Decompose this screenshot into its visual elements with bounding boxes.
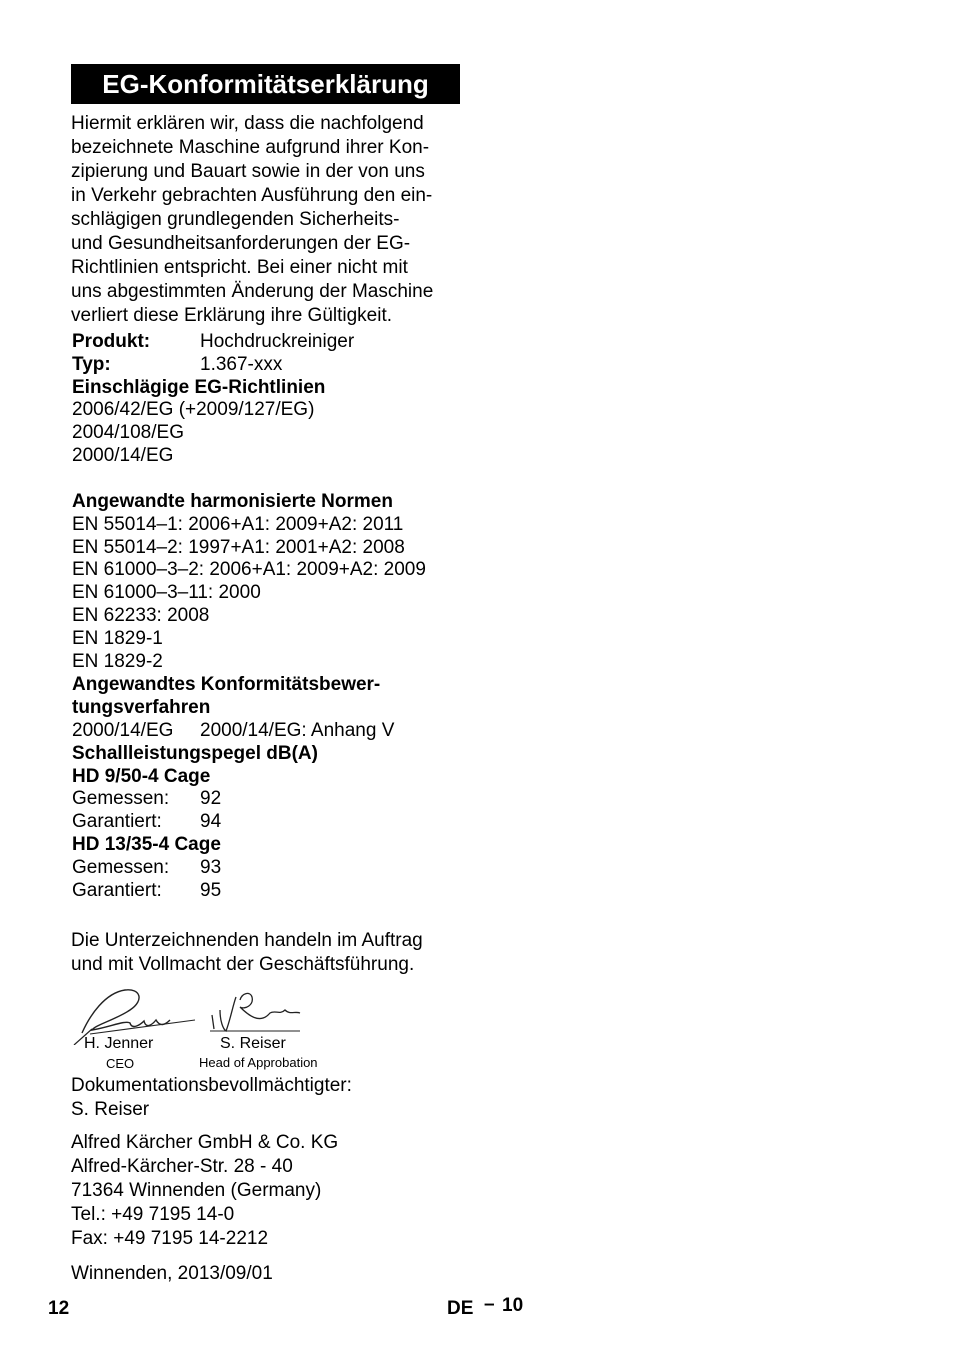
footer-dash: –	[484, 1294, 495, 1315]
company-street: Alfred-Kärcher-Str. 28 - 40	[71, 1156, 293, 1177]
guaranteed-row	[72, 880, 472, 903]
procedure-heading: Angewandtes Konformitätsbewer-	[72, 674, 381, 696]
procedure-heading-cont: tungsverfahren	[72, 697, 211, 719]
standards-heading: Angewandte harmonisierte Normen	[72, 491, 393, 512]
signer-name: S. Reiser	[220, 1035, 286, 1052]
guaranteed-value: 94	[200, 811, 222, 833]
measured-label: Gemessen:	[72, 856, 170, 878]
standard-item: EN 55014–1: 2006+A1: 2009+A2: 2011	[72, 513, 404, 535]
type-value: 1.367-xxx	[200, 353, 283, 375]
doc-rep-name: S. Reiser	[71, 1099, 150, 1120]
measured-label: Gemessen:	[72, 788, 170, 810]
type-label: Typ:	[72, 353, 111, 375]
standard-item: EN 61000–3–2: 2006+A1: 2009+A2: 2009	[72, 559, 426, 581]
procedure-row	[72, 720, 472, 743]
type-row	[72, 354, 472, 377]
signers-note: Die Unterzeichnenden handeln im Auftrag und mit Vollmacht der Geschäftsführung.	[71, 930, 423, 975]
signature-area	[70, 985, 350, 1075]
standards-block	[72, 491, 472, 902]
procedure-label: 2000/14/EG	[72, 719, 174, 741]
guaranteed-row	[72, 811, 472, 834]
standard-item: EN 55014–2: 1997+A1: 2001+A2: 2008	[72, 536, 405, 558]
directive-item: 2004/108/EG	[72, 422, 184, 444]
doc-rep-label: Dokumentationsbevollmächtigter:	[71, 1075, 352, 1096]
company-city: 71364 Winnenden (Germany)	[71, 1180, 322, 1201]
signer-role: Head of Approbation	[199, 1055, 318, 1070]
documentation-representative	[71, 1074, 352, 1122]
guaranteed-label: Garantiert:	[72, 879, 162, 901]
company-tel: Tel.: +49 7195 14-0	[71, 1204, 235, 1225]
page-number: 12	[48, 1298, 70, 1319]
sound-heading: Schallleistungspegel dB(A)	[72, 742, 318, 764]
procedure-value: 2000/14/EG: Anhang V	[200, 719, 395, 741]
product-label: Produkt:	[72, 331, 151, 352]
language-code: DE	[447, 1298, 474, 1319]
signer-role: CEO	[106, 1056, 135, 1071]
model-name: HD 9/50-4 Cage	[72, 765, 211, 787]
standard-item: EN 1829-2	[72, 650, 163, 672]
company-fax: Fax: +49 7195 14-2212	[71, 1228, 269, 1249]
company-name: Alfred Kärcher GmbH & Co. KG	[71, 1132, 339, 1153]
place-date: Winnenden, 2013/09/01	[71, 1263, 273, 1284]
measured-row	[72, 857, 472, 880]
page-title: EG-Konformitätserklärung	[71, 64, 460, 104]
model-name: HD 13/35-4 Cage	[72, 833, 221, 855]
company-address	[71, 1131, 338, 1251]
directive-item: 2006/42/EG (+2009/127/EG)	[72, 399, 315, 421]
measured-row	[72, 788, 472, 811]
guaranteed-label: Garantiert:	[72, 811, 162, 833]
measured-value: 93	[200, 856, 222, 878]
directives-heading: Einschlägige EG-Richtlinien	[72, 376, 326, 398]
standard-item: EN 1829-1	[72, 627, 163, 649]
product-value: Hochdruckreiniger	[200, 331, 355, 352]
intro-paragraph: Hiermit erklären wir, dass die nachfolgend bezeichnete Maschine aufgrund ihrer Kon- zipierung und Bauart sowie in der von uns in Verkehr gebrachten Ausführung den ein- schlägigen grundlegenden Sicherheits- und Gesundheitsanforderungen der EG- Richtlinien entspricht. Bei einer nicht mit uns abgestimmten Änderung der Maschine verliert diese Erklärung ihre Gültigkeit.	[71, 113, 434, 326]
measured-value: 92	[200, 788, 222, 810]
declaration-details	[72, 331, 472, 468]
standard-item: EN 61000–3–11: 2000	[72, 582, 261, 604]
directive-item: 2000/14/EG	[72, 444, 174, 466]
section-page-number: 10	[502, 1295, 524, 1316]
signer-name: H. Jenner	[84, 1035, 154, 1052]
product-row	[72, 331, 472, 354]
standard-item: EN 62233: 2008	[72, 604, 210, 626]
guaranteed-value: 95	[200, 879, 222, 901]
